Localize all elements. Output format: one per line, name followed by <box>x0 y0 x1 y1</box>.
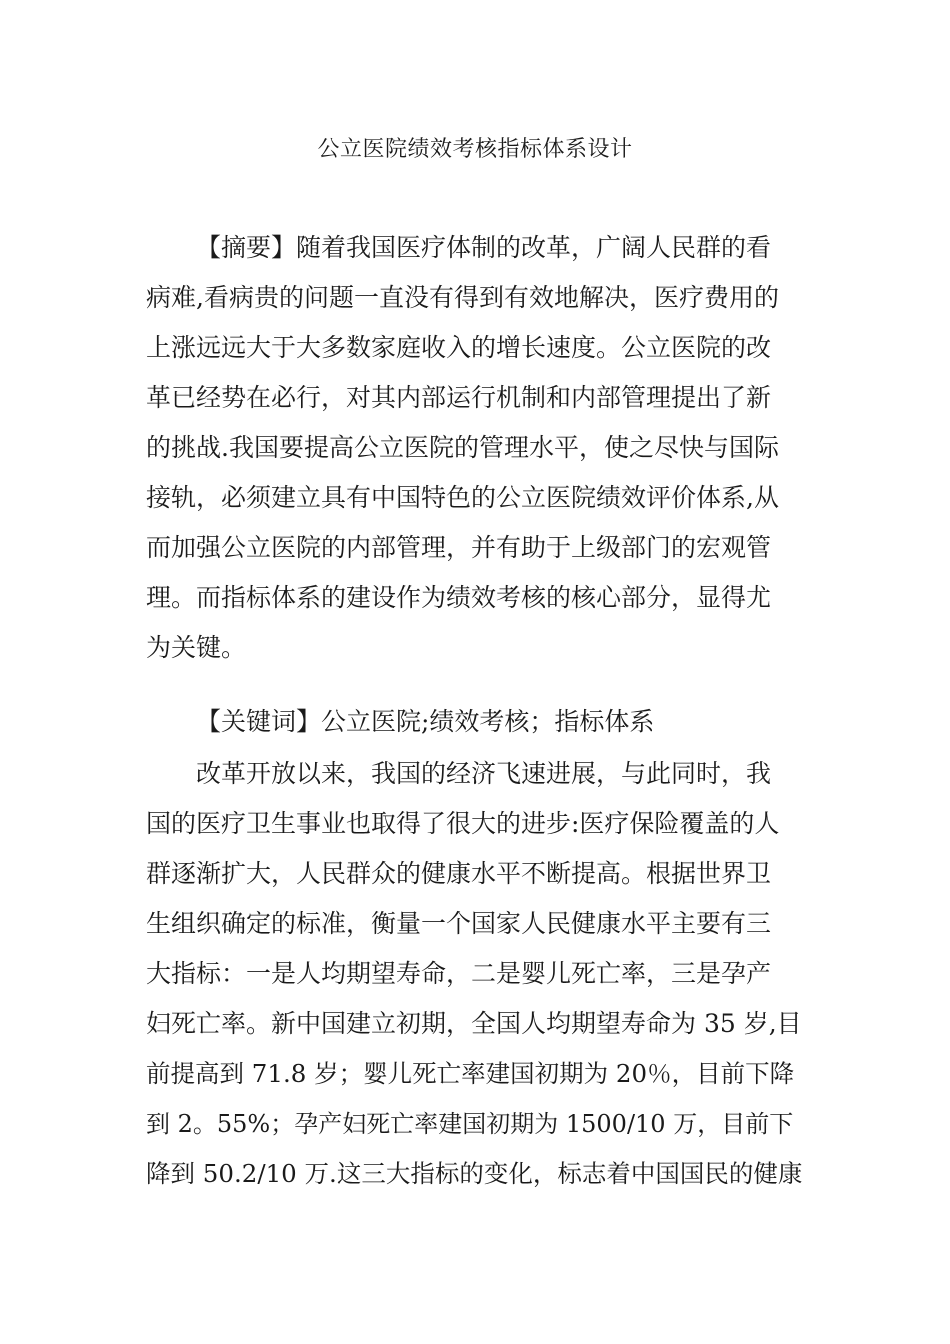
body-line: 生组织确定的标准，衡量一个国家人民健康水平主要有三 <box>146 909 772 938</box>
document-title: 公立医院绩效考核指标体系设计 <box>317 137 633 162</box>
keywords-line: 【关键词】公立医院;绩效考核；指标体系 <box>196 707 655 736</box>
body-line: 大指标：一是人均期望寿命，二是婴儿死亡率，三是孕产 <box>146 959 772 988</box>
abstract-line: 而加强公立医院的内部管理，并有助于上级部门的宏观管 <box>146 533 772 562</box>
body-line: 到 2。55%；孕产妇死亡率建国初期为 1500/10 万，目前下 <box>146 1110 794 1138</box>
body-line: 改革开放以来，我国的经济飞速进展，与此同时，我 <box>196 759 772 788</box>
abstract-line: 革已经势在必行，对其内部运行机制和内部管理提出了新 <box>146 383 772 412</box>
abstract-line: 为关键。 <box>146 633 247 662</box>
abstract-line: 接轨，必须建立具有中国特色的公立医院绩效评价体系,从 <box>146 483 779 512</box>
abstract-line: 上涨远远大于大多数家庭收入的增长速度。公立医院的改 <box>146 333 772 362</box>
abstract-line: 理。而指标体系的建设作为绩效考核的核心部分，显得尤 <box>146 583 772 612</box>
body-line: 妇死亡率。新中国建立初期，全国人均期望寿命为 35 岁,目 <box>146 1009 802 1038</box>
body-line: 国的医疗卫生事业也取得了很大的进步:医疗保险覆盖的人 <box>146 809 780 838</box>
abstract-line: 的挑战.我国要提高公立医院的管理水平，使之尽快与国际 <box>146 433 779 462</box>
abstract-line: 病难,看病贵的问题一直没有得到有效地解决，医疗费用的 <box>146 283 779 312</box>
body-line: 群逐渐扩大，人民群众的健康水平不断提高。根据世界卫 <box>146 859 772 888</box>
body-line: 前提高到 71.8 岁；婴儿死亡率建国初期为 20％，目前下降 <box>146 1059 795 1088</box>
abstract-line: 【摘要】随着我国医疗体制的改革，广阔人民群的看 <box>196 233 772 262</box>
body-line: 降到 50.2/10 万.这三大指标的变化，标志着中国国民的健康 <box>146 1159 803 1188</box>
